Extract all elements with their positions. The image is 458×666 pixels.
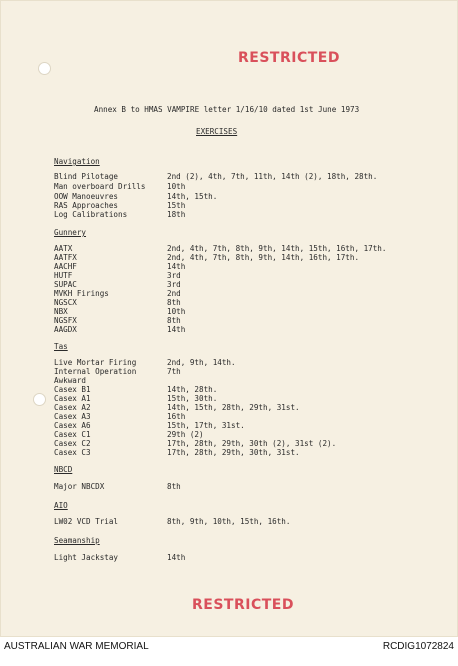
exercise-name: AAGDX [54,325,77,334]
document-title: EXERCISES [196,127,238,136]
exercise-name: Casex A3 [54,412,91,421]
exercise-dates: 14th [167,262,186,271]
exercise-name: Major NBCDX [54,482,105,491]
exercise-name: AATX [54,244,73,253]
section-heading-gunnery: Gunnery [54,228,87,237]
exercise-name: MVKH Firings [54,289,109,298]
exercise-name: Blind Pilotage [54,172,119,181]
section-heading-nbcd: NBCD [54,465,73,474]
section-heading-navigation: Navigation [54,157,100,166]
exercise-dates: 29th (2) [167,430,204,439]
exercise-dates: 2nd, 4th, 7th, 8th, 9th, 14th, 16th, 17th. [167,253,360,262]
exercise-name: Internal Operation [54,367,137,376]
exercise-name: Log Calibrations [54,210,128,219]
exercise-dates: 15th [167,201,186,210]
exercise-name: AACHF [54,262,77,271]
section-heading-seamanship: Seamanship [54,536,100,545]
exercise-dates: 8th [167,298,181,307]
exercise-name: NGSFX [54,316,77,325]
exercise-dates: 8th [167,316,181,325]
exercise-dates: 8th [167,482,181,491]
punch-hole-top [38,62,51,75]
exercise-dates: 2nd [167,289,181,298]
exercise-name: Man overboard Drills [54,182,146,191]
exercise-dates: 10th [167,307,186,316]
exercise-dates: 14th [167,553,186,562]
exercise-dates: 16th [167,412,186,421]
exercise-name: Casex C1 [54,430,91,439]
exercise-name: NGSCX [54,298,77,307]
exercise-name: Light Jackstay [54,553,119,562]
exercise-name: Casex A6 [54,421,91,430]
exercise-name: Awkward [54,376,87,385]
exercise-dates: 10th [167,182,186,191]
restricted-stamp-bottom: RESTRICTED [192,597,294,613]
annex-header: Annex B to HMAS VAMPIRE letter 1/16/10 dated 1st June 1973 [94,105,360,114]
section-heading-aio: AIO [54,501,68,510]
exercise-name: Casex A1 [54,394,91,403]
exercise-dates: 15th, 17th, 31st. [167,421,245,430]
exercise-dates: 8th, 9th, 10th, 15th, 16th. [167,517,291,526]
exercise-dates: 17th, 28th, 29th, 30th (2), 31st (2). [167,439,337,448]
exercise-dates: 3rd [167,271,181,280]
exercise-dates: 14th [167,325,186,334]
footer-reference: RCDIG1072824 [382,641,454,652]
exercise-dates: 2nd, 4th, 7th, 8th, 9th, 14th, 15th, 16th, 17th. [167,244,387,253]
exercise-name: Casex C3 [54,448,91,457]
footer-credit: AUSTRALIAN WAR MEMORIAL [4,641,149,652]
exercise-dates: 17th, 28th, 29th, 30th, 31st. [167,448,300,457]
exercise-name: Live Mortar Firing [54,358,137,367]
exercise-name: OOW Manoeuvres [54,192,119,201]
exercise-name: LW02 VCD Trial [54,517,119,526]
exercise-name: NBX [54,307,68,316]
exercise-dates: 14th, 15th. [167,192,218,201]
punch-hole-bottom [33,393,46,406]
exercise-dates: 2nd, 9th, 14th. [167,358,236,367]
exercise-name: Casex B1 [54,385,91,394]
exercise-name: Casex C2 [54,439,91,448]
exercise-name: AATFX [54,253,77,262]
section-heading-tas: Tas [54,342,68,351]
restricted-stamp-top: RESTRICTED [238,50,340,66]
exercise-name: SUPAC [54,280,77,289]
exercise-dates: 7th [167,367,181,376]
exercise-name: HUTF [54,271,73,280]
exercise-dates: 15th, 30th. [167,394,218,403]
exercise-dates: 18th [167,210,186,219]
exercise-dates: 14th, 28th. [167,385,218,394]
exercise-dates: 2nd (2), 4th, 7th, 11th, 14th (2), 18th, 28th. [167,172,378,181]
exercise-name: RAS Approaches [54,201,119,210]
exercise-name: Casex A2 [54,403,91,412]
exercise-dates: 3rd [167,280,181,289]
exercise-dates: 14th, 15th, 28th, 29th, 31st. [167,403,300,412]
